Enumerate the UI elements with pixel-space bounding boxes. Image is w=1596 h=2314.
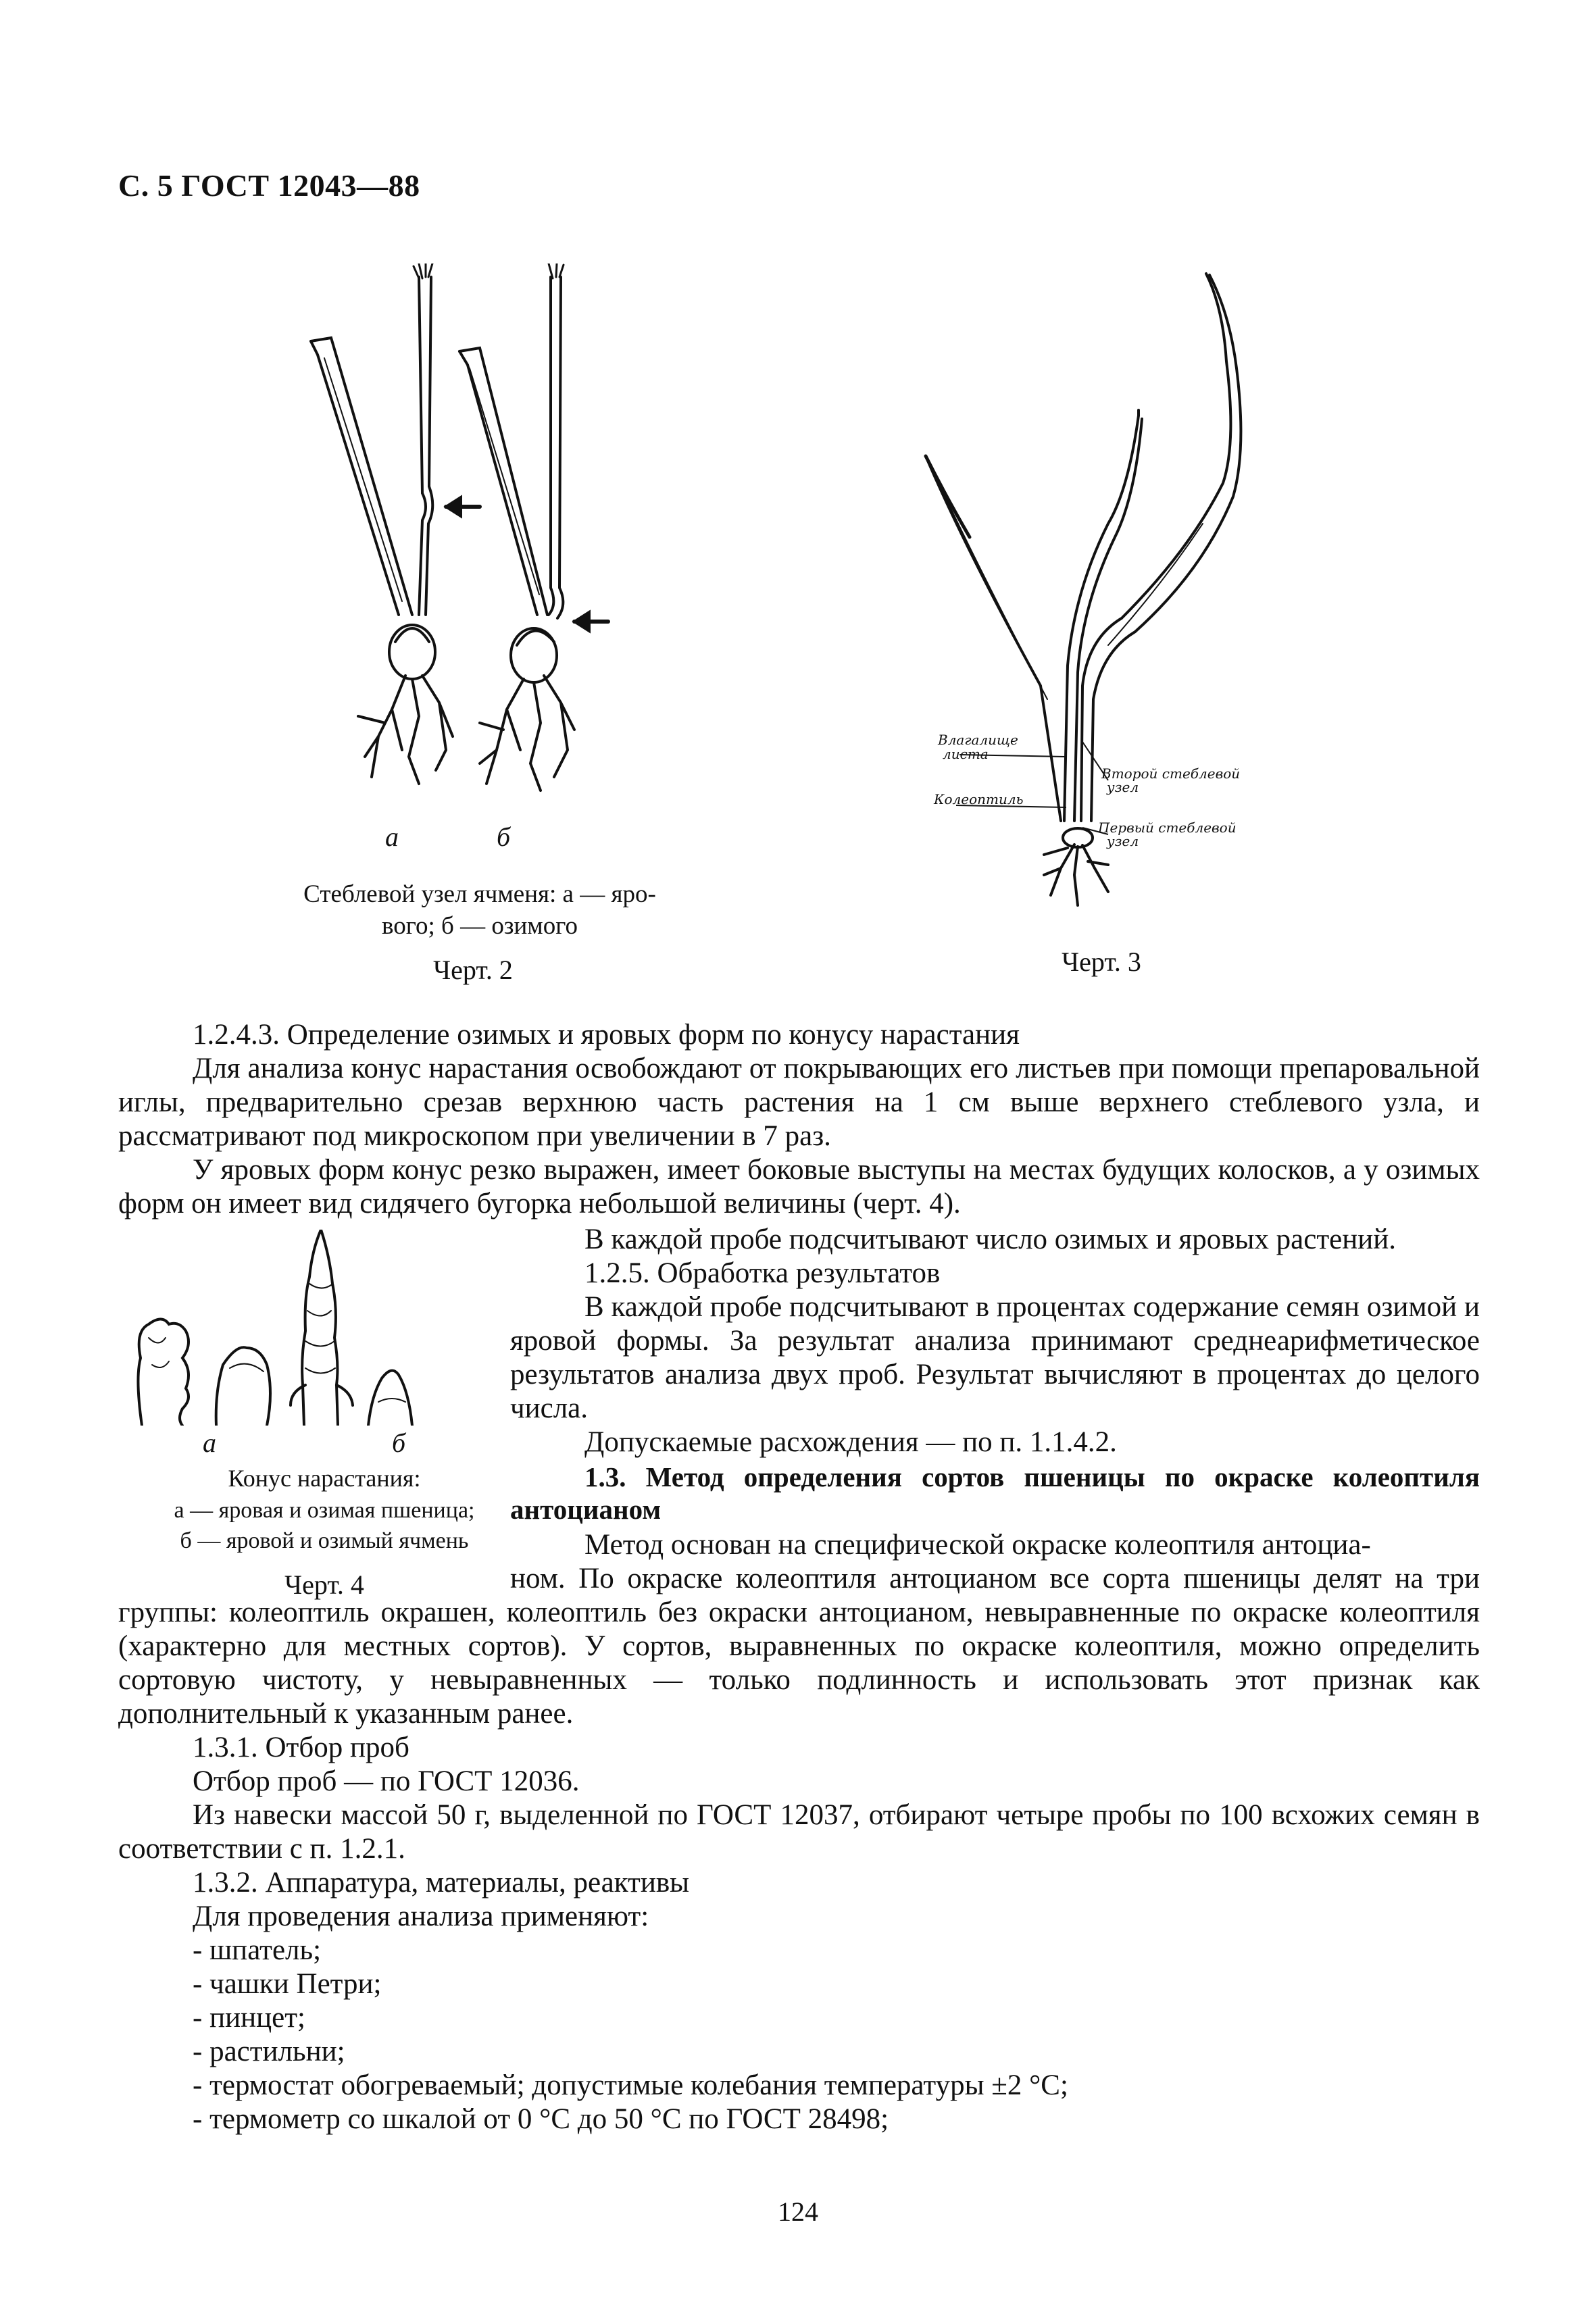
figure-2-caption-line2: вого; б — озимого (382, 912, 578, 940)
list-item: - термометр со шкалой от 0 °С до 50 °С по ГОСТ 28498; (193, 2103, 889, 2135)
figure-2-caption-line1: Стеблевой узел ячменя: а — яро- (303, 880, 656, 908)
figure-3-number: Черт. 3 (1062, 947, 1141, 977)
list-item: - пинцет; (193, 2002, 305, 2034)
figure-4-label-b: б (391, 1428, 406, 1458)
figure-3-label-coleoptile: Колеоптиль (934, 791, 1024, 807)
figure-4-caption-a: а — яровая и озимая пшеница; (174, 1498, 475, 1523)
page-number: 124 (778, 2196, 818, 2227)
figure-2-drawing (284, 263, 662, 872)
figure-2-number: Черт. 2 (433, 955, 513, 985)
section-1-2-5-p: В каждой пробе подсчитывают в процентах содержание семян озимой и яровой формы. За результат анализа принимают среднеарифметическое результатов анализа двух проб. Результат вычисляют в процентах до целого числа. (510, 1291, 1480, 1424)
section-1-3-2-intro: Для проведения анализа применяют: (193, 1901, 649, 1932)
figure-2 (284, 263, 662, 872)
figure-2-label-b: б (496, 822, 511, 852)
figure-4-caption-title: Конус нарастания: (228, 1465, 421, 1492)
section-1-3-1-text: Отбор проб — по ГОСТ 12036. (193, 1765, 580, 1797)
figure-3-label-first-node-2: узел (1107, 833, 1139, 849)
method-continuation: ном. По окраске колеоптиля антоцианом все сорта пшеницы делят на три группы: колеоптиль окрашен, колеоптиль без окраски антоцианом, невыравненные по окраске колеоптиля (характерно для местных сортов). У сортов, выравненных по окраске колеоптиля, можно определить сортовую чистоту, у невыравненных — только подлинность и использовать этот признак как дополнительный к указанным ранее. (118, 1563, 1480, 1730)
section-1-3-title: 1.3. Метод определения сортов пшеницы по окраске колеоптиля антоцианом (510, 1461, 1480, 1525)
figure-3-label-leaf-sheath-1: Влагалище (938, 732, 1018, 748)
figure-3-drawing (905, 267, 1284, 929)
list-item: - растильни; (193, 2036, 345, 2067)
list-item: - чашки Петри; (193, 1968, 382, 2000)
tolerance-line: Допускаемые расхождения — по п. 1.1.4.2. (584, 1426, 1117, 1458)
figure-2-label-a: а (385, 822, 399, 852)
section-1-2-5-title: 1.2.5. Обработка результатов (584, 1257, 941, 1289)
list-item: - термостат обогреваемый; допустимые колебания температуры ±2 °С; (193, 2069, 1068, 2101)
document-header: С. 5 ГОСТ 12043—88 (118, 168, 420, 203)
section-1-2-4-3-p1: Для анализа конус нарастания освобождают от покрывающих его листьев при помощи препаровальной иглы, предварительно срезав верхнюю часть растения на 1 см выше верхнего стеблевого узла, и рассматривают под микроскопом при увеличении в 7 раз. (118, 1053, 1480, 1152)
figure-3-label-second-node-2: узел (1107, 779, 1139, 795)
count-sentence: В каждой пробе подсчитывают число озимых и яровых растений. (584, 1224, 1396, 1255)
figure-4-number: Черт. 4 (284, 1569, 364, 1600)
section-1-2-4-3-p2: У яровых форм конус резко выражен, имеет боковые выступы на местах будущих колосков, а у озимых форм он имеет вид сидячего бугорка небольшой величины (черт. 4). (118, 1154, 1480, 1219)
list-item: - шпатель; (193, 1934, 322, 1966)
section-1-3-2-title: 1.3.2. Аппаратура, материалы, реактивы (193, 1867, 690, 1898)
figure-3-label-second-node-1: Второй стеблевой (1101, 765, 1241, 782)
figure-4 (128, 1230, 507, 1426)
figure-3 (905, 267, 1284, 929)
section-1-2-4-3-title: 1.2.4.3. Определение озимых и яровых форм по конусу нарастания (193, 1019, 1020, 1051)
figure-3-label-first-node-1: Первый стеблевой (1098, 820, 1237, 836)
method-first-line: Метод основан на специфической окраске колеоптиля антоциа- (584, 1529, 1371, 1561)
figure-4-label-a: а (203, 1428, 216, 1458)
sample-paragraph: Из навески массой 50 г, выделенной по ГОСТ 12037, отбирают четыре пробы по 100 всхожих семян в соответствии с п. 1.2.1. (118, 1799, 1480, 1865)
section-1-3-1-title: 1.3.1. Отбор проб (193, 1732, 409, 1763)
figure-4-drawing (128, 1230, 507, 1426)
figure-3-label-leaf-sheath-2: листа (943, 746, 989, 762)
figure-4-caption-b: б — яровой и озимый ячмень (180, 1528, 469, 1553)
